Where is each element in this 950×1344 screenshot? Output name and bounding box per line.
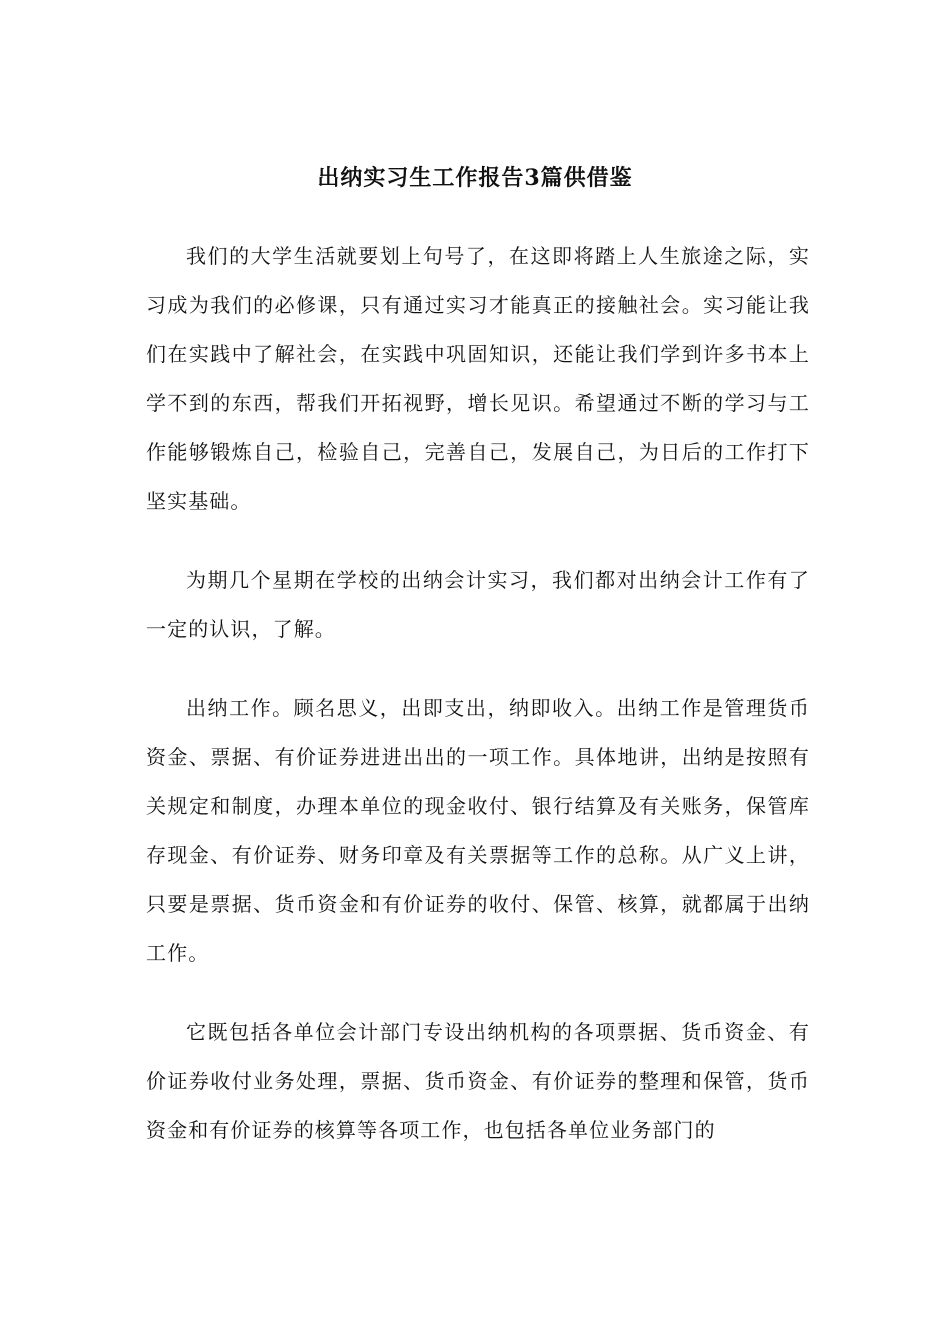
paragraph-1: 我们的大学生活就要划上句号了，在这即将踏上人生旅途之际，实习成为我们的必修课，只有通过实习才能真正的接触社会。实习能让我们在实践中了解社会，在实践中巩固知识，还能让我们学到许多书本上学不到的东西，帮我们开拓视野，增长见识。希望通过不断的学习与工作能够锻炼自己，检验自己，完善自己，发展自己，为日后的工作打下坚实基础。 <box>146 244 810 513</box>
paragraph-2: 为期几个星期在学校的出纳会计实习，我们都对出纳会计工作有了一定的认识，了解。 <box>146 568 810 641</box>
paragraph-3: 出纳工作。顾名思义，出即支出，纳即收入。出纳工作是管理货币资金、票据、有价证券进进出出的一项工作。具体地讲，出纳是按照有关规定和制度，办理本单位的现金收付、银行结算及有关账务，保管库存现金、有价证券、财务印章及有关票据等工作的总称。从广义上讲，只要是票据、货币资金和有价证券的收付、保管、核算，就都属于出纳工作。 <box>146 696 810 965</box>
paragraph-4: 它既包括各单位会计部门专设出纳机构的各项票据、货币资金、有价证券收付业务处理，票据、货币资金、有价证券的整理和保管，货币资金和有价证券的核算等各项工作，也包括各单位业务部门的 <box>146 1020 810 1142</box>
document-title: 出纳实习生工作报告3篇供借鉴 <box>317 165 633 191</box>
document-body <box>146 232 810 1185</box>
